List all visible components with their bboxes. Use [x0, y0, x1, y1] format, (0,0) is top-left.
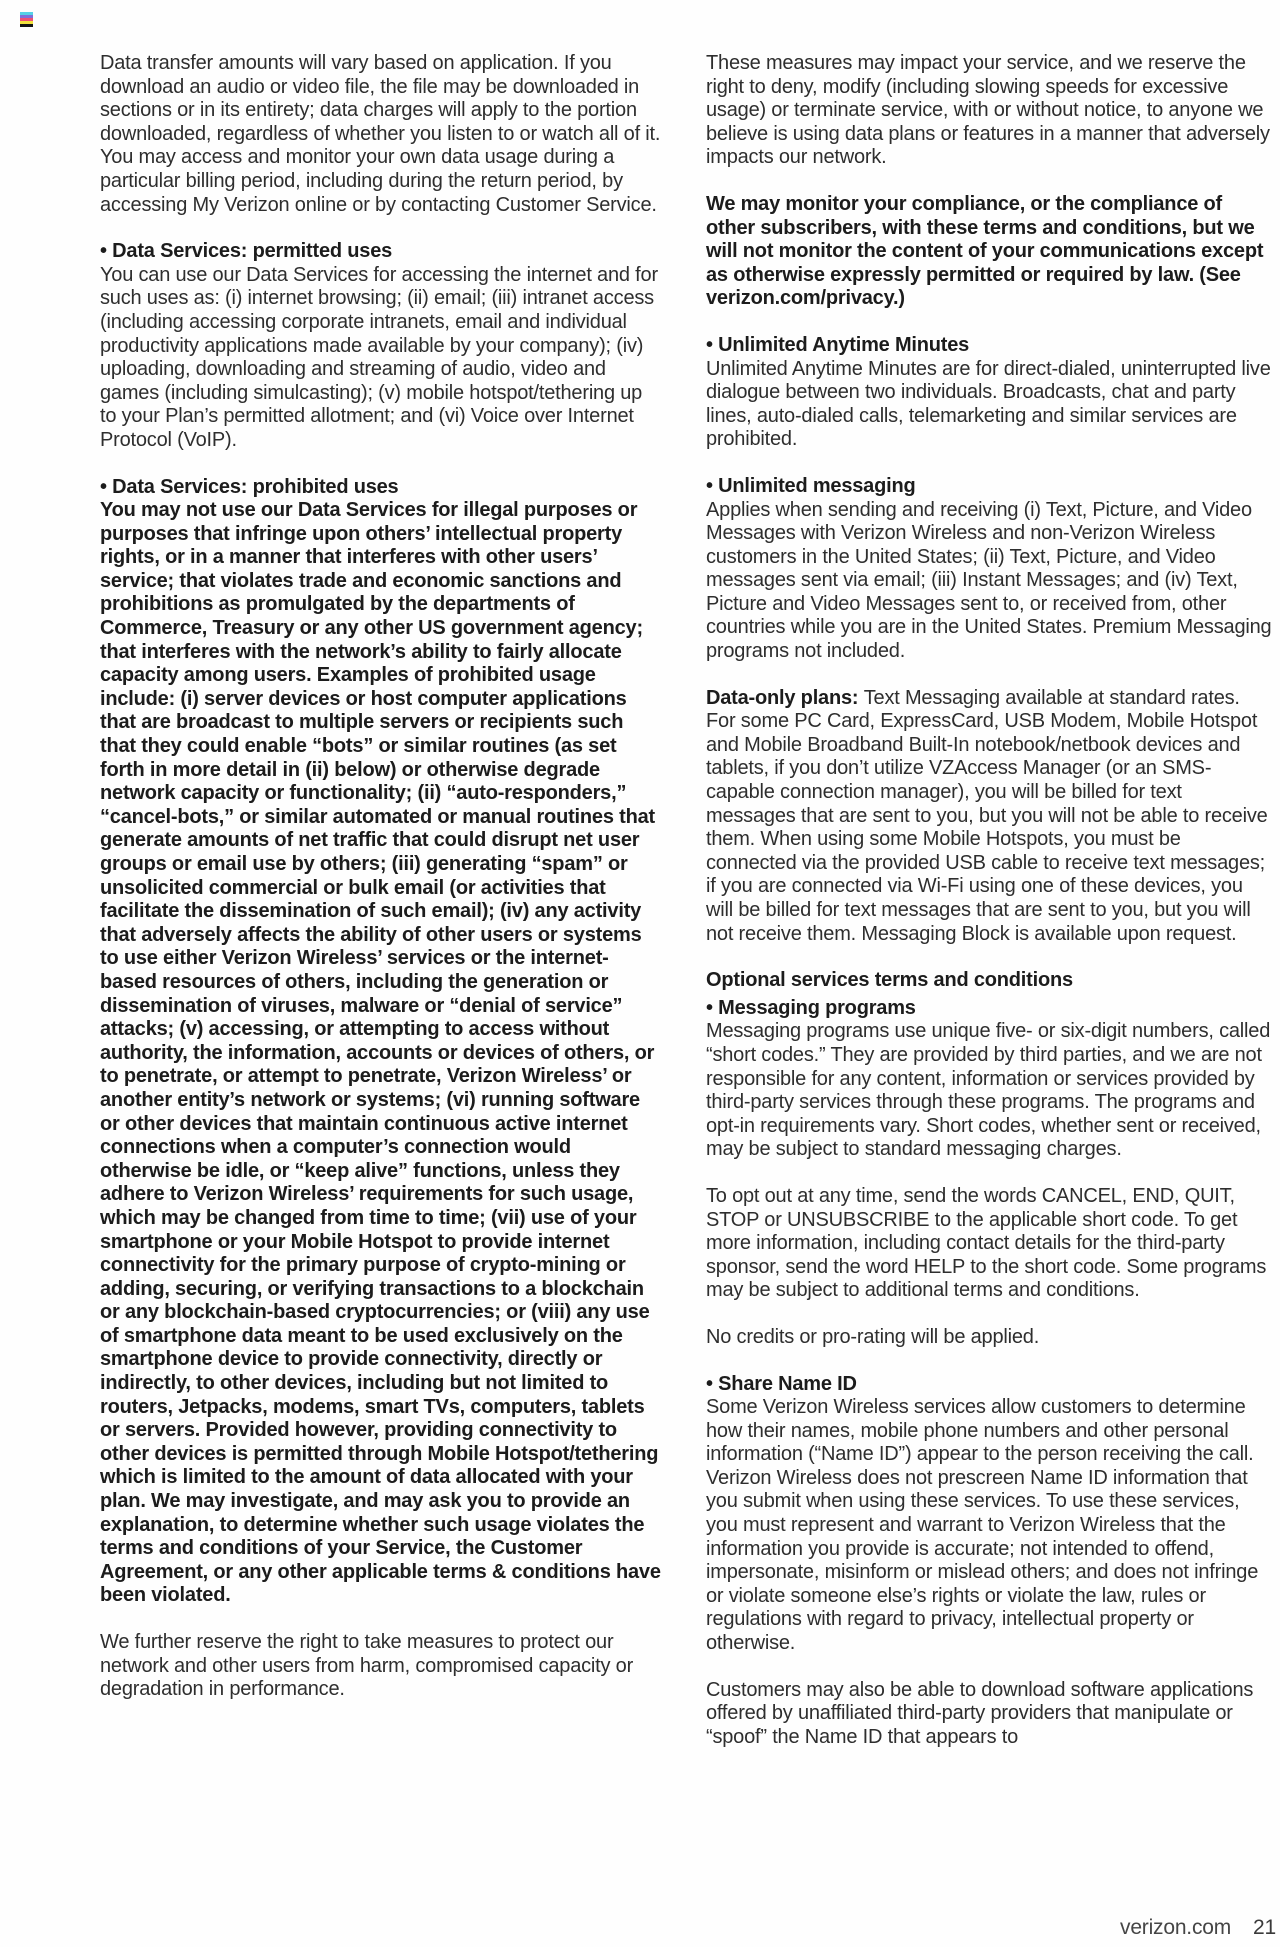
section-heading: • Share Name ID — [706, 1372, 857, 1395]
section-heading: • Data Services: prohibited uses — [100, 475, 399, 498]
paragraph: Unlimited Anytime Minutes are for direct-dialed, uninterrupted live dialogue between two individuals. Broadcasts, chat and party lines, auto-dialed calls, telemarketing and similar services are prohibited. — [706, 357, 1271, 451]
left-text-column — [100, 52, 662, 1725]
paragraph: These measures may impact your service, and we reserve the right to deny, modify (including slowing speeds for excessive usage) or terminate service, with or without notice, to anyone we believe is using data plans or features in a manner that adversely impacts our network. — [706, 52, 1270, 169]
paragraph: Messaging programs use unique five- or six-digit numbers, called “short codes.” They are provided by third parties, and we are not responsible for any content, information or services provided by third-party services through these programs. The programs and opt-in requirements vary. Short codes, whether sent or received, may be subject to standard messaging charges. — [706, 1020, 1271, 1161]
section-heading: • Data Services: permitted uses — [100, 240, 393, 263]
section-heading: Optional services terms and conditions — [706, 969, 1073, 992]
footer-site-label: verizon.com — [1120, 1916, 1232, 1939]
section-heading: • Unlimited messaging — [706, 474, 916, 497]
page-number: 21 — [1253, 1916, 1276, 1939]
paragraph: To opt out at any time, send the words CANCEL, END, QUIT, STOP or UNSUBSCRIBE to the applicable short code. To get more information, including contact details for the third-party sponsor, send the word HELP to the short code. Some programs may be subject to additional terms and conditions. — [706, 1184, 1267, 1302]
print-registration-mark-icon — [20, 12, 33, 27]
color-stripe — [20, 24, 33, 27]
section-heading: • Messaging programs — [706, 996, 916, 1019]
paragraph: Customers may also be able to download software applications offered by unaffiliated third-party providers that manipulate or “spoof” the Name ID that appears to — [706, 1678, 1254, 1748]
right-text-column — [706, 52, 1272, 1772]
paragraph: Applies when sending and receiving (i) Text, Picture, and Video Messages with Verizon Wireless and non-Verizon Wireless customers in the United States; (ii) Text, Picture, and Video messages sent via email; (iii) Instant Messages; and (iv) Text, Picture and Video Messages sent to, or received from, other countries while you are in the United States. Premium Messaging programs not included. — [706, 498, 1272, 663]
section-heading: • Unlimited Anytime Minutes — [706, 333, 970, 356]
paragraph-lead: Data-only plans: — [706, 686, 864, 709]
paragraph: We may monitor your compliance, or the compliance of other subscribers, with these terms and conditions, but we will not monitor the content of your communications except as otherwise expressly permitted or required by law. (See verizon.com/privacy.) — [706, 192, 1264, 310]
paragraph: You can use our Data Services for accessing the internet and for such uses as: (i) internet browsing; (ii) email; (iii) intranet access (including accessing corporate intranets, email and individual productivity applications made available by your company); (iv) uploading, downloading and streaming of audio, video and games (including simulcasting); (v) mobile hotspot/tethering up to your Plan’s permitted allotment; and (vi) Voice over Internet Protocol (VoIP). — [100, 263, 658, 451]
paragraph: No credits or pro-rating will be applied. — [706, 1325, 1040, 1348]
paragraph: We further reserve the right to take measures to protect our network and other users from harm, compromised capacity or degradation in performance. — [100, 1631, 634, 1701]
paragraph: Data-only plans: Text Messaging available at standard rates. For some PC Card, ExpressCard, USB Modem, Mobile Hotspot and Mobile Broadband Built-In notebook/netbook devices and tablets, if you don’t utilize VZAccess Manager (or an SMS-capable connection manager), you will be billed for text messages that are sent to you, but you will not be able to receive them. When using some Mobile Hotspots, you must be connected via the provided USB cable to receive text messages; if you are connected via Wi-Fi using one of these devices, you will be billed for text messages that are sent to you, but you will not receive them. Messaging Block is available upon request. — [706, 686, 1268, 945]
page-footer — [1120, 1916, 1276, 1940]
paragraph: Some Verizon Wireless services allow customers to determine how their names, mobile phone numbers and other personal information (“Name ID”) appear to the person receiving the call. Verizon Wireless does not prescreen Name ID information that you submit when using these services. To use these services, you must represent and warrant to Verizon Wireless that the information you provide is accurate; not intended to offend, impersonate, misinform or mislead others; and does not infringe or violate someone else’s rights or violate the law, rules or regulations with regard to privacy, intellectual property or otherwise. — [706, 1396, 1259, 1655]
paragraph: You may not use our Data Services for illegal purposes or purposes that infringe upon others’ intellectual property rights, or in a manner that interferes with other users’ service; that violates trade and economic sanctions and prohibitions as promulgated by the departments of Commerce, Treasury or any other US government agency; that interferes with the network’s ability to fairly allocate capacity among users. Examples of prohibited usage include: (i) server devices or host computer applications that are broadcast to multiple servers or recipients such that they could enable “bots” or similar routines (as set forth in more detail in (ii) below) or otherwise degrade network capacity or functionality; (ii) “auto-responders,” “cancel-bots,” or similar automated or manual routines that generate amounts of net traffic that could disrupt net user groups or email use by others; (iii) generating “spam” or unsolicited commercial or bulk email (or activities that facilitate the dissemination of such email); (iv) any activity that adversely affects the ability of other users or systems to use either Verizon Wireless’ services or the internet-based resources of others, including the generation or dissemination of viruses, malware or “denial of service” attacks; (v) accessing, or attempting to access without authority, the information, accounts or devices of others, or to penetrate, or attempt to penetrate, Verizon Wireless’ or another entity’s network or systems; (vi) running software or other devices that maintain continuous active internet connections when a computer’s connection would otherwise be idle, or “keep alive” functions, unless they adhere to Verizon Wireless’ requirements for such usage, which may be changed from time to time; (vii) use of your smartphone or your Mobile Hotspot to provide internet connectivity for the primary purpose of crypto-mining or adding, securing, or verifying transactions to a blockchain or any blockchain-based cryptocurrencies; or (viii) any use of smartphone data meant to be used exclusively on the smartphone device to provide connectivity, directly or indirectly, to other devices, including but not limited to routers, Jetpacks, modems, smart TVs, computers, tablets or servers. Provided however, providing connectivity to other devices is permitted through Mobile Hotspot/tethering which is limited to the amount of data allocated with your plan. We may investigate, and may ask you to provide an explanation, to determine whether such usage violates the terms and conditions of your Service, the Customer Agreement, or any other applicable terms & conditions have been violated. — [100, 499, 661, 1607]
paragraph: Data transfer amounts will vary based on application. If you download an audio or video file, the file may be downloaded in sections or in its entirety; data charges will apply to the portion downloaded, regardless of whether you listen to or watch all of it. You may access and monitor your own data usage during a particular billing period, including during the return period, by accessing My Verizon online or by contacting Customer Service. — [100, 52, 661, 216]
